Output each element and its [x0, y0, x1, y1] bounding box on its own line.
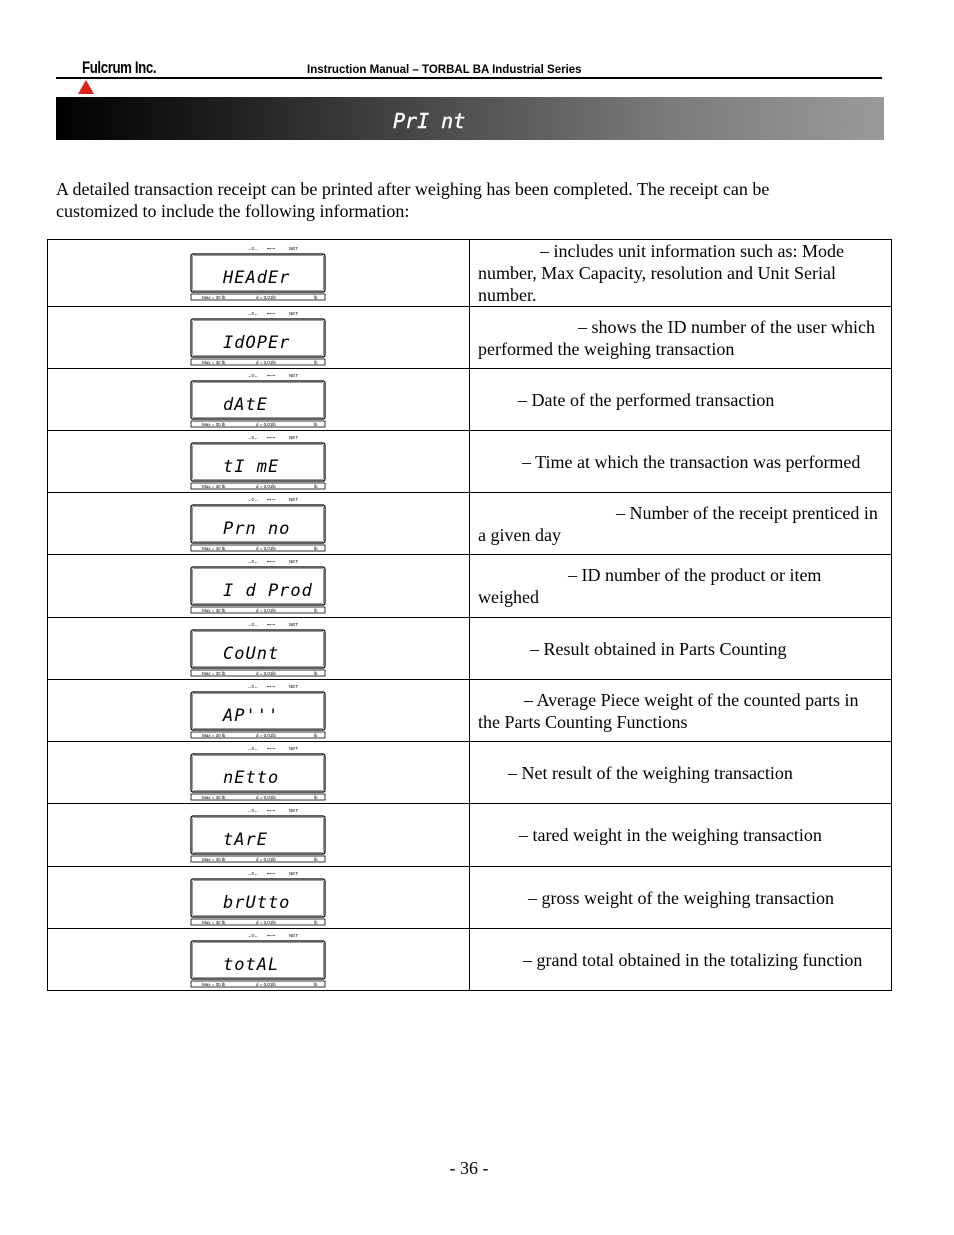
option-row — [48, 804, 892, 867]
max-capacity-label: Max = 30 lb — [202, 483, 226, 489]
display-cell — [48, 804, 470, 867]
unit-label: lb — [314, 608, 318, 613]
zero-indicator: →0← — [247, 745, 259, 751]
zero-indicator: →0← — [247, 246, 259, 251]
stable-indicator: ⊷⊸ — [267, 496, 276, 502]
option-description: – Net result of the weighing transaction — [508, 762, 793, 783]
description-cell — [470, 240, 892, 307]
resolution-label: d = 0,01lb — [256, 421, 276, 427]
display-cell — [48, 742, 470, 804]
zero-indicator: →0← — [247, 870, 259, 876]
stable-indicator: ⊷⊸ — [267, 559, 276, 564]
net-indicator: NET — [289, 621, 298, 627]
max-capacity-label: Max = 30 lb — [202, 545, 226, 551]
option-row — [48, 929, 892, 991]
unit-label: lb — [314, 545, 318, 551]
resolution-label: d = 0,01lb — [256, 981, 276, 987]
net-indicator: NET — [289, 683, 298, 689]
zero-indicator: →0← — [247, 808, 259, 813]
net-indicator: NET — [289, 745, 298, 751]
net-indicator: NET — [289, 496, 298, 502]
resolution-label: d = 0,01lb — [256, 545, 276, 551]
max-capacity-label: Max = 30 lb — [202, 421, 226, 427]
page-number: - 36 - — [449, 1158, 489, 1178]
resolution-label: d = 0,01lb — [256, 359, 276, 365]
description-cell — [470, 618, 892, 680]
zero-indicator: →0← — [247, 372, 259, 378]
lcd-display-icon — [190, 496, 328, 552]
display-cell — [48, 867, 470, 929]
display-cell — [48, 680, 470, 742]
option-description: – grand total obtained in the totalizing function — [523, 949, 863, 970]
lcd-display-icon — [190, 245, 328, 301]
display-cell — [48, 431, 470, 493]
lcd-display-icon — [190, 558, 328, 614]
lcd-display-icon — [190, 745, 328, 801]
lcd-text: brUtto — [223, 892, 291, 913]
resolution-label: d = 0,01lb — [256, 670, 276, 676]
lcd-text: IdOPEr — [223, 332, 291, 353]
option-description: – Result obtained in Parts Counting — [530, 638, 787, 659]
resolution-label: d = 0,01lb — [256, 794, 276, 800]
resolution-label: d = 0,01lb — [256, 295, 276, 300]
lcd-display-icon — [190, 807, 328, 863]
unit-label: lb — [314, 670, 318, 676]
zero-indicator: →0← — [247, 683, 259, 689]
lcd-text: Prn no — [223, 518, 291, 539]
option-row — [48, 555, 892, 618]
stable-indicator: ⊷⊸ — [267, 372, 276, 378]
lcd-text: tI mE — [223, 456, 280, 477]
display-cell — [48, 618, 470, 680]
option-row — [48, 867, 892, 929]
stable-indicator: ⊷⊸ — [267, 683, 276, 689]
unit-label: lb — [314, 295, 318, 300]
net-indicator: NET — [289, 559, 298, 564]
lcd-text: CoUnt — [223, 643, 280, 664]
description-cell — [470, 555, 892, 618]
resolution-label: d = 0,01lb — [256, 732, 276, 738]
stable-indicator: ⊷⊸ — [267, 808, 276, 813]
option-row — [48, 307, 892, 369]
print-options-table — [47, 239, 892, 991]
net-indicator: NET — [289, 372, 298, 378]
description-cell — [470, 369, 892, 431]
net-indicator: NET — [289, 310, 298, 316]
manual-title: Instruction Manual – TORBAL BA Industrial Series — [307, 64, 582, 76]
lcd-display-icon — [190, 434, 328, 490]
option-description: – Time at which the transaction was performed — [522, 451, 861, 472]
section-title — [393, 107, 513, 137]
description-cell — [470, 493, 892, 555]
zero-indicator: →0← — [247, 496, 259, 502]
net-indicator: NET — [289, 808, 298, 813]
stable-indicator: ⊷⊸ — [267, 621, 276, 627]
stable-indicator: ⊷⊸ — [267, 310, 276, 316]
resolution-label: d = 0,01lb — [256, 919, 276, 925]
unit-label: lb — [314, 857, 318, 862]
display-cell — [48, 369, 470, 431]
option-row — [48, 493, 892, 555]
net-indicator: NET — [289, 870, 298, 876]
lcd-text: AP''' — [223, 705, 280, 726]
lcd-display-icon — [190, 683, 328, 739]
display-cell — [48, 929, 470, 991]
lcd-display-icon — [190, 621, 328, 677]
option-row — [48, 680, 892, 742]
intro-paragraph: A detailed transaction receipt can be printed after weighing has been completed. The receipt can be customized to include the following information: — [56, 179, 770, 221]
resolution-label: d = 0,01lb — [256, 483, 276, 489]
unit-label: lb — [314, 421, 318, 427]
resolution-label: d = 0,01lb — [256, 857, 276, 862]
max-capacity-label: Max = 30 lb — [202, 919, 226, 925]
option-description: – tared weight in the weighing transaction — [519, 825, 822, 845]
lcd-display-icon — [190, 372, 328, 428]
stable-indicator: ⊷⊸ — [267, 870, 276, 876]
display-cell — [48, 555, 470, 618]
display-cell — [48, 240, 470, 307]
lcd-display-icon — [190, 932, 328, 988]
stable-indicator: ⊷⊸ — [267, 745, 276, 751]
max-capacity-label: Max = 30 lb — [202, 857, 226, 862]
lcd-display-icon — [190, 310, 328, 366]
lcd-text: dAtE — [223, 394, 268, 415]
option-row — [48, 369, 892, 431]
lcd-text: HEAdEr — [223, 268, 291, 288]
display-cell — [48, 493, 470, 555]
description-cell — [470, 307, 892, 369]
zero-indicator: →0← — [247, 310, 259, 316]
description-cell — [470, 804, 892, 867]
max-capacity-label: Max = 30 lb — [202, 732, 226, 738]
net-indicator: NET — [289, 932, 298, 938]
unit-label: lb — [314, 483, 318, 489]
option-description: – Date of the performed transaction — [518, 389, 775, 410]
zero-indicator: →0← — [247, 559, 259, 564]
stable-indicator: ⊷⊸ — [267, 434, 276, 440]
option-description: – ID number of the product or item weighed — [478, 565, 822, 607]
unit-label: lb — [314, 359, 318, 365]
resolution-label: d = 0,01lb — [256, 608, 276, 613]
max-capacity-label: Max = 30 lb — [202, 794, 226, 800]
display-cell — [48, 307, 470, 369]
option-row — [48, 742, 892, 804]
option-description: – shows the ID number of the user which performed the weighing transaction — [478, 316, 875, 359]
option-description: – Average Piece weight of the counted parts in the Parts Counting Functions — [478, 689, 859, 732]
max-capacity-label: Max = 30 lb — [202, 295, 226, 300]
unit-label: lb — [314, 732, 318, 738]
header-divider — [56, 77, 882, 79]
description-cell — [470, 929, 892, 991]
option-row — [48, 240, 892, 307]
stable-indicator: ⊷⊸ — [267, 932, 276, 938]
net-indicator: NET — [289, 246, 298, 251]
section-title-text: PrI nt — [393, 109, 466, 133]
description-cell — [470, 431, 892, 493]
option-row — [48, 618, 892, 680]
max-capacity-label: Max = 30 lb — [202, 670, 226, 676]
lcd-text: I d Prod — [223, 581, 313, 601]
option-description: – gross weight of the weighing transaction — [528, 887, 834, 908]
description-cell — [470, 680, 892, 742]
unit-label: lb — [314, 919, 318, 925]
lcd-text: totAL — [223, 954, 280, 975]
description-cell — [470, 742, 892, 804]
unit-label: lb — [314, 981, 318, 987]
description-cell — [470, 867, 892, 929]
unit-label: lb — [314, 794, 318, 800]
max-capacity-label: Max = 30 lb — [202, 981, 226, 987]
net-indicator: NET — [289, 434, 298, 440]
lcd-text: nEtto — [223, 767, 280, 788]
option-row — [48, 431, 892, 493]
max-capacity-label: Max = 30 lb — [202, 608, 226, 613]
option-description: – includes unit information such as: Mode number, Max Capacity, resolution and Unit Serial number. — [478, 241, 844, 305]
stable-indicator: ⊷⊸ — [267, 246, 276, 251]
logo-text: Fulcrum Inc. — [82, 58, 157, 77]
zero-indicator: →0← — [247, 932, 259, 938]
option-description: – Number of the receipt prenticed in a given day — [478, 502, 878, 545]
logo-triangle-icon — [78, 80, 94, 94]
lcd-text: tArE — [223, 830, 268, 850]
zero-indicator: →0← — [247, 434, 259, 440]
max-capacity-label: Max = 30 lb — [202, 359, 226, 365]
lcd-display-icon — [190, 870, 328, 926]
zero-indicator: →0← — [247, 621, 259, 627]
